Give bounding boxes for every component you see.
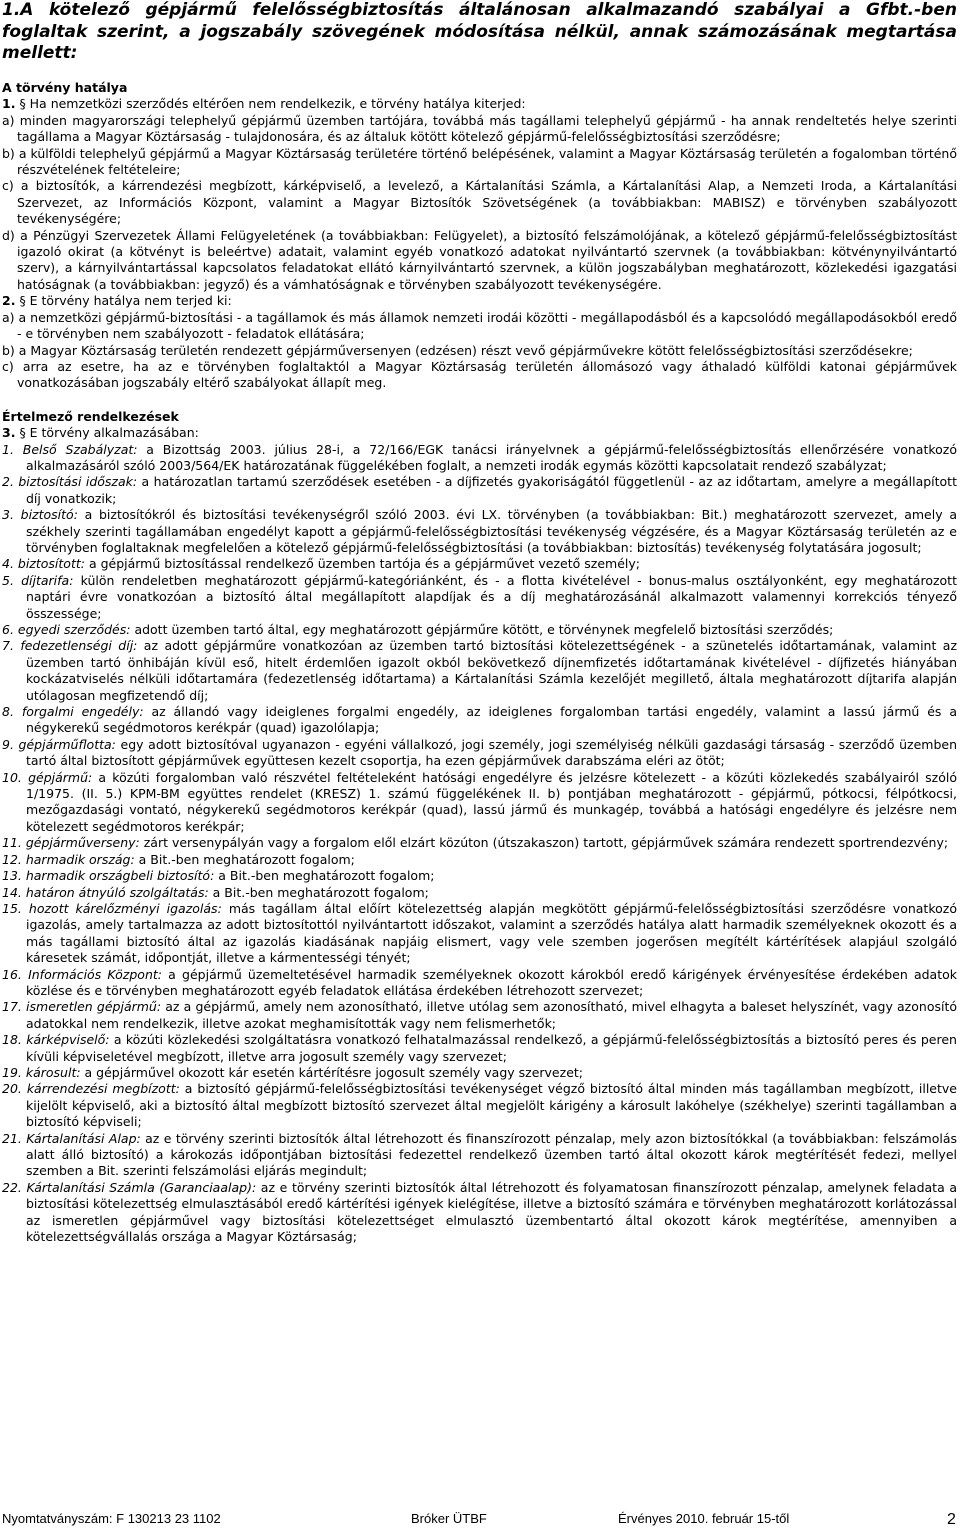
list-item: d) a Pénzügyi Szervezetek Állami Felügyeletének (a továbbiakban: Felügyelet), a biztosító felszámolójának, a kötelező gépjármű-felelősségbiztosítást igazoló okirat (a kötvényt is beleértve) adatait, valamint egyéb vonatkozó adatokat nyilvántartó szervnek (a továbbiakban: kötvénynyilvántartó szerv), a kárnyilvántartással kapcsolatos feladatokat ellátó kárnyilvántartó szervnek, a külön jogszabályban meghatározott, közlekedési igazgatási hatóságnak (a továbbiakban: jegyző) és a vámhatóságnak e törvényben szabályozott tevékenységére. xyxy=(2,227,957,292)
definition-item xyxy=(2,638,957,704)
definition-list xyxy=(2,442,957,1246)
section-heading-ertelmezo: Értelmező rendelkezések xyxy=(2,408,179,424)
definition-term: 20. kárrendezési megbízott: xyxy=(2,1081,180,1097)
list-item: a) a nemzetközi gépjármű-biztosítási - a tagállamok és más államok nemzeti irodái közötti - megállapodásból és a kapcsolódó megállapodásokból eredő - e törvényben nem szabályozott - feladatok ellátására; xyxy=(2,309,957,342)
section-heading-hatalya: A törvény hatálya xyxy=(2,80,128,95)
definition-text: a Bit.-ben meghatározott fogalom; xyxy=(208,884,429,900)
definition-item xyxy=(2,885,957,901)
definition-item xyxy=(2,737,957,770)
definition-text: a határozatlan tartamú szerződések esetében - a díjfizetés gyakoriságától függetlenül - az az időtartam, amelyre a megállapított díj vonatkozik; xyxy=(26,474,957,506)
definition-text: a Bit.-ben meghatározott fogalom; xyxy=(214,868,435,884)
definition-term: 9. gépjárműflotta: xyxy=(2,736,116,752)
definition-term: 3. biztosító: xyxy=(2,507,78,523)
list-item: b) a külföldi telephelyű gépjármű a Magyar Köztársaság területére történő belépésének, valamint a Magyar Köztársaság területén a fogalomban történő részvételének feltételeire; xyxy=(2,145,957,178)
definition-item xyxy=(2,1081,957,1130)
company-name: Bróker ÜTBF xyxy=(411,1511,487,1526)
definition-text: a gépjárművel okozott kár esetén kártérítésre jogosult személy vagy szervezet; xyxy=(80,1064,583,1080)
definition-term: 12. harmadik ország: xyxy=(2,851,135,867)
definition-item xyxy=(2,967,957,1000)
definition-text: az e törvény szerinti biztosítók által létrehozott és finanszírozott pénzalap, mely azon biztosítókkal (a továbbiakban: felszámolás alatt álló biztosító) a károkozás időpontjában biztosítási fedezettel rendelkező üzemben tartó által okozott károk megtérítését fedezi, mellyel szemben a Bit. szerinti felszámolási eljárás megindult; xyxy=(26,1130,957,1179)
definition-term: 6. egyedi szerződés: xyxy=(2,622,131,637)
definition-text: külön rendeletben meghatározott gépjármű-kategóriánként, és - a flotta kivételével - bonus-malus osztályonként, egy meghatározott naptári évre vonatkozóan a biztosító által megállapított alapdíjak és a díj meghatározásánál alkalmazott valamennyi korrekciós tényező összessége; xyxy=(26,572,957,621)
definition-term: 7. fedezetlenségi díj: xyxy=(2,638,138,654)
definition-text: a biztosító gépjármű-felelősségbiztosítási tevékenységet végző biztosító által minden más tagállamban megbízott, illetve kijelölt képviselő, aki a biztosító által megbízott biztosító szervezet által megjelölt kárigény a károsult lakóhelye (székhelye) szerinti tagállamban a biztosító képviseli; xyxy=(26,1081,957,1130)
definition-item xyxy=(2,901,957,967)
page-footer xyxy=(2,1510,957,1528)
list-item: b) a Magyar Köztársaság területén rendezett gépjárműversenyen (edzésen) részt vevő gépjárművekre kötött felelősségbiztosítási szerződésekre; xyxy=(2,342,913,358)
definition-item xyxy=(2,704,957,737)
definition-term: 15. hozott kárelőzményi igazolás: xyxy=(2,900,222,916)
paragraph-2 xyxy=(2,293,957,309)
definition-item xyxy=(2,1180,957,1246)
definition-item xyxy=(2,622,957,638)
document-title: 1.A kötelező gépjármű felelősségbiztosítás általánosan alkalmazandó szabályai a Gfbt.-ben foglaltak szerint, a jogszabály szövegének módosítása nélkül, annak számozásának megtartása mellett: xyxy=(2,0,957,63)
definition-term: 4. biztosított: xyxy=(2,556,85,572)
definition-item xyxy=(2,556,957,572)
definition-term: 10. gépjármű: xyxy=(2,769,93,785)
definition-item xyxy=(2,507,957,556)
paragraph-1 xyxy=(2,96,957,112)
definition-term: 18. kárképviselő: xyxy=(2,1032,110,1048)
definition-text: az a gépjármű, amely nem azonosítható, illetve utólag sem azonosítható, mivel elhagyta a baleset helyszínét, vagy azonosító adatokkal nem rendelkezik, illetve azokat meghamisították vagy nem felismerhetők; xyxy=(26,999,957,1031)
paragraph-text: § E törvény alkalmazásában: xyxy=(19,425,199,441)
definition-text: a Bit.-ben meghatározott fogalom; xyxy=(134,851,355,867)
definition-item xyxy=(2,1065,957,1081)
definition-term: 11. gépjárműverseny: xyxy=(2,835,140,851)
spacer xyxy=(2,392,957,409)
paragraph-3 xyxy=(2,425,957,441)
definition-text: az állandó vagy ideiglenes forgalmi engedély, az ideiglenes forgalomban tartási engedély, valamint a lassú jármű és a négykerekű segédmotoros kerékpár (quad) igazolólapja; xyxy=(26,704,957,736)
definition-term: 16. Információs Központ: xyxy=(2,966,162,982)
definition-item xyxy=(2,1032,957,1065)
definition-term: 19. károsult: xyxy=(2,1064,81,1080)
definition-term: 13. harmadik országbeli biztosító: xyxy=(2,868,215,884)
definition-term: 1. Belső Szabályzat: xyxy=(2,441,138,457)
definition-text: egy adott biztosítóval ugyanazon - egyéni vállalkozó, jogi személy, jogi személyiség nélküli gazdasági társaság - szerződő üzemben tartó által biztosított gépjárművek együttesen kezelt csoportja, ha ezen gépjárművek darabszáma eléri az ötöt; xyxy=(26,736,957,769)
definition-item xyxy=(2,868,957,884)
paragraph-number: 3. xyxy=(2,425,16,441)
definition-text: a biztosítókról és biztosítási tevékenységről szóló 2003. évi LX. törvényben (a továbbiakban: Bit.) meghatározott szervezet, amely a székhely szerinti tagállamában engedélyt kapott a gépjármű-felelősségbiztosítási tevékenység végzésére, és a Magyar Köztársaság területén az e törvényben foglaltaknak megfelelően a kötelező gépjármű-felelősségbiztosítási (a továbbiakban: biztosítás) tevékenység folytatására jogosult; xyxy=(26,507,957,555)
paragraph-number: 2. xyxy=(2,293,16,309)
definition-text: a gépjármű üzemeltetésével harmadik személyeknek okozott károkból eredő kárigények érvényesítése érdekében adatok közlése és e törvényben meghatározott egyéb feladatok ellátása érdekében létrehozott szervezet; xyxy=(26,966,957,998)
definition-text: adott üzemben tartó által, egy meghatározott gépjárműre kötött, e törvénynek megfelelő biztosítási szerződés; xyxy=(130,622,834,637)
document-body xyxy=(2,80,957,1245)
list-item: a) minden magyarországi telephelyű gépjármű üzemben tartójára, továbbá más tagállami telephelyű gépjármű - ha annak rendeltetés helye szerinti tagállama a Magyar Köztársaság - tulajdonosára, és az általuk kötött kötelező gépjármű-felelősségbiztosítási szerződésre; xyxy=(2,112,957,145)
paragraph-text: § Ha nemzetközi szerződés eltérően nem rendelkezik, e törvény hatálya kiterjed: xyxy=(19,96,526,112)
definition-item xyxy=(2,835,957,851)
definition-text: zárt versenypályán vagy a forgalom elől elzárt közúton (útszakaszon) tartott, gépjárművek számára rendezett sportrendezvény; xyxy=(139,835,949,851)
form-number: Nyomtatványszám: F 130213 23 1102 xyxy=(2,1511,221,1526)
definition-text: a gépjármű biztosítással rendelkező üzemben tartója és a gépjárművet vezető személy; xyxy=(84,556,640,572)
paragraph-number: 1. xyxy=(2,96,16,112)
definition-item xyxy=(2,573,957,622)
definition-term: 2. biztosítási időszak: xyxy=(2,474,138,490)
definition-term: 8. forgalmi engedély: xyxy=(2,704,144,720)
definition-term: 22. Kártalanítási Számla (Garanciaalap): xyxy=(2,1179,257,1195)
definition-text: az adott gépjárműre vonatkozóan az üzemben tartó biztosítási kötelezettségének - a szünetelés időtartamának, valamint az üzemben tartó önhibáján kívül eső, hitelt érdemlően igazolt okból bekövetkező díjnemfizetés időtartamának kivételével - díjfizetés hiányában kockázatviselés nélküli időtartamára (fedezetlenség időtartama) a Kártalanítási Számla kezelőjét megillető, általa meghatározott díjtarifa alapján utólagosan megfizetendő díj; xyxy=(26,638,958,703)
definition-text: más tagállam által előírt kötelezettség alapján megkötött gépjármű-felelősségbiztosítási szerződésre vonatkozó igazolás, amely tartalmazza az adott biztosítottól nyilvántartott időszakot, valamint a szerződés hatálya alatt harmadik személyeknek okozott és a más tagállami biztosító által az igazolás kiadásának napjáig elismert, vagy vele szemben jogerősen megítélt kártérítések alapjául szolgáló káresetek számát, időpontját, illetve a kármentességi tényét; xyxy=(26,900,957,966)
validity-date: Érvényes 2010. február 15-től xyxy=(618,1511,790,1526)
definition-term: 5. díjtarifa: xyxy=(2,572,74,588)
list-item: c) arra az esetre, ha az e törvényben foglaltaktól a Magyar Köztársaság területén állomásozó vagy áthaladó külföldi katonai gépjárművek vonatkozásában jogszabály eltérő szabályokat állapít meg. xyxy=(2,358,957,391)
definition-text: a Bizottság 2003. július 28-i, a 72/166/EGK tanácsi irányelvnek a gépjármű-felelősségbiztosítás ellenőrzésére vonatkozó alkalmazásáról szóló 2003/564/EK határozatának függelékében foglalt, a nemzeti irodák egymás közötti kapcsolatait rendező szabályzat; xyxy=(26,441,957,473)
page-number: 2 xyxy=(947,1511,956,1528)
list-hatalya-kiterjed xyxy=(2,113,957,293)
definition-term: 21. Kártalanítási Alap: xyxy=(2,1130,141,1146)
list-item: c) a biztosítók, a kárrendezési megbízott, kárképviselő, a levelező, a Kártalanítási Számla, a Kártalanítási Alap, a Nemzeti Iroda, a Kártalanítási Szervezet, az Információs Központ, valamint a Magyar Biztosítók Szövetségének (a továbbiakban: MABISZ) e törvényben szabályozott tevékenységére; xyxy=(2,178,957,227)
definition-item xyxy=(2,1131,957,1180)
paragraph-text: § E törvény hatálya nem terjed ki: xyxy=(19,293,232,309)
definition-term: 17. ismeretlen gépjármű: xyxy=(2,999,162,1015)
list-hatalya-nem-terjed xyxy=(2,310,957,392)
definition-item xyxy=(2,442,957,475)
definition-item xyxy=(2,474,957,507)
definition-text: a közúti forgalomban való részvétel feltételeként hatósági engedélyre és jelzésre kötelezett - a közúti közlekedés szabályairól szóló 1/1975. (II. 5.) KPM-BM együttes rendelet (KRESZ) 1. számú függelékének II. b) pontjában meghatározott - gépjármű, pótkocsi, félpótkocsi, mezőgazdasági vontató, négykerekű segédmotoros kerékpár (quad), lassú jármű és munkagép, továbbá a hatósági engedélyre és jelzésre nem kötelezett segédmotoros kerékpár; xyxy=(26,769,957,834)
definition-item xyxy=(2,770,957,836)
definition-term: 14. határon átnyúló szolgáltatás: xyxy=(2,884,209,900)
definition-text: az e törvény szerinti biztosítók által létrehozott és folyamatosan finanszírozott pénzalap, amelynek feladata a biztosítási kötelezettség elmulasztásából eredő kártérítési igények kielégítése, illetve a biztosító számára e törvényben meghatározott korlátozással az ismeretlen gépjárművel vagy biztosítási kötelezettséget elmulasztó üzembentartó által okozott károk megtérítése, amennyiben a kötelezettségvállalás országa a Magyar Köztársaság; xyxy=(26,1179,958,1245)
definition-item xyxy=(2,852,957,868)
definition-item xyxy=(2,999,957,1032)
definition-text: a közúti közlekedési szolgáltatásra vonatkozó felhatalmazással rendelkező, a gépjármű-felelősségbiztosítás a biztosító peres és peren kívüli képviseletével megbízott, illetve arra jogosult személy vagy szervezet; xyxy=(26,1032,957,1064)
